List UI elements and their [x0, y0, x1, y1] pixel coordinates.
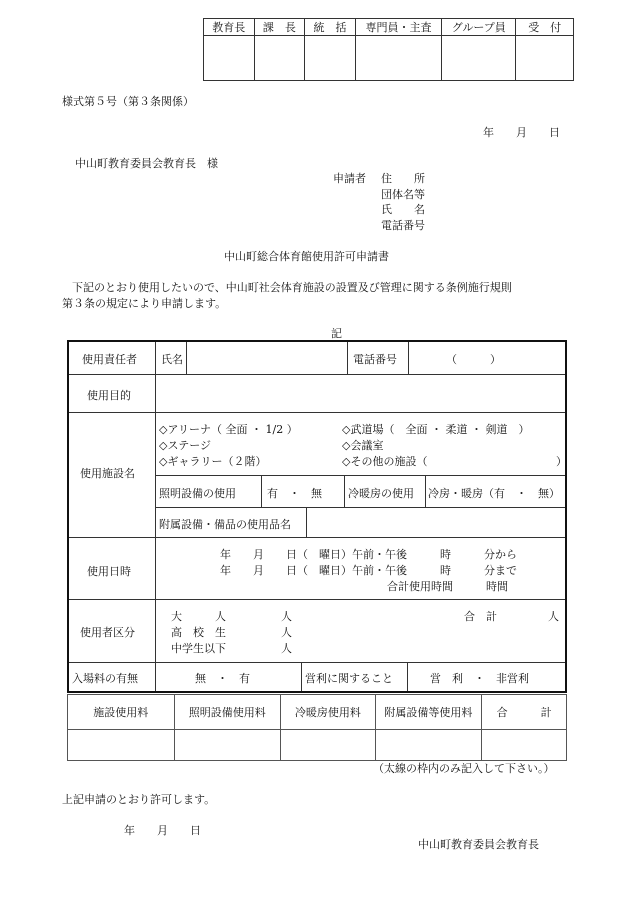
phone-field[interactable]: （ ）: [446, 353, 501, 366]
purpose-field[interactable]: [161, 380, 559, 406]
aircon-options[interactable]: 冷房・暖房（有 ・ 無）: [428, 487, 560, 500]
option-gallery[interactable]: ◇ギャラリー（２階）: [159, 455, 267, 468]
option-other-close: ）: [556, 455, 567, 468]
profit-label: 営利に関すること: [305, 672, 393, 685]
adult-label: 大 人: [171, 610, 226, 623]
stamp-header: 専門員・主査: [355, 19, 441, 36]
fee-cell[interactable]: [281, 730, 376, 761]
admission-options[interactable]: 無 ・ 有: [195, 672, 250, 685]
fill-note: （太線の枠内のみ記入して下さい。）: [373, 762, 555, 775]
fee-header: 合 計: [482, 695, 567, 730]
date-label: 使用日時: [87, 565, 131, 578]
phone-label: 電話番号: [353, 353, 397, 366]
applicant-address-label: 住 所: [381, 172, 425, 185]
option-budo[interactable]: ◇武道場（ 全面 ・ 柔道 ・ 剣道 ）: [342, 423, 530, 436]
applicant-label: 申請者: [333, 172, 366, 185]
stamp-box[interactable]: [355, 36, 441, 81]
stamp-box[interactable]: [254, 36, 305, 81]
stamp-box[interactable]: [442, 36, 516, 81]
highschool-count[interactable]: 人: [281, 626, 292, 639]
total-time[interactable]: 合計使用時間 時間: [387, 580, 508, 593]
stamp-box[interactable]: [305, 36, 356, 81]
date-to[interactable]: 年 月 日（ 曜日）午前・午後 時 分まで: [220, 564, 517, 577]
option-stage[interactable]: ◇ステージ: [159, 439, 212, 452]
name-field[interactable]: [191, 346, 341, 370]
approval-date: 年 月 日: [124, 824, 201, 837]
option-meeting-room[interactable]: ◇会議室: [342, 439, 384, 452]
name-label: 氏名: [161, 353, 183, 366]
junior-count[interactable]: 人: [281, 642, 292, 655]
total-count[interactable]: 人: [548, 610, 559, 623]
stamp-header: 教育長: [204, 19, 255, 36]
equipment-label: 附属設備・備品の使用品名: [159, 518, 291, 531]
option-arena[interactable]: ◇アリーナ（ 全面 ・ 1/2 ）: [159, 423, 298, 436]
user-class-label: 使用者区分: [80, 626, 135, 639]
addressee: 中山町教育委員会教育長 様: [75, 157, 218, 170]
stamp-header: 受 付: [516, 19, 574, 36]
facility-label: 使用施設名: [80, 467, 135, 480]
fee-cell[interactable]: [174, 730, 281, 761]
aircon-label: 冷暖房の使用: [348, 487, 414, 500]
lighting-label: 照明設備の使用: [159, 487, 236, 500]
admission-label: 入場料の有無: [72, 672, 138, 685]
intro-line-2: 第３条の規定により申請します。: [62, 297, 227, 310]
ki-heading: 記: [331, 327, 342, 340]
option-other[interactable]: ◇その他の施設（: [342, 455, 428, 468]
application-form: [67, 340, 567, 693]
highschool-label: 高 校 生: [171, 626, 226, 639]
stamp-header: グループ員: [442, 19, 516, 36]
approval-text: 上記申請のとおり許可します。: [62, 793, 216, 806]
form-number: 様式第５号（第３条関係）: [62, 95, 194, 108]
fee-cell[interactable]: [375, 730, 482, 761]
fee-header: 附属設備等使用料: [375, 695, 482, 730]
responsible-label: 使用責任者: [82, 353, 137, 366]
adult-count[interactable]: 人: [281, 610, 292, 623]
total-label: 合 計: [464, 610, 497, 623]
applicant-group-label: 団体名等: [381, 188, 425, 201]
purpose-label: 使用目的: [87, 389, 131, 402]
fee-cell[interactable]: [482, 730, 567, 761]
applicant-name-label: 氏 名: [381, 203, 425, 216]
fee-table: [67, 694, 567, 761]
lighting-options[interactable]: 有 ・ 無: [267, 487, 322, 500]
equipment-field[interactable]: [311, 512, 559, 534]
stamp-box[interactable]: [204, 36, 255, 81]
signatory: 中山町教育委員会教育長: [418, 838, 539, 851]
profit-options[interactable]: 営 利 ・ 非営利: [430, 672, 529, 685]
junior-label: 中学生以下: [171, 642, 226, 655]
intro-line-1: 下記のとおり使用したいので、中山町社会体育施設の設置及び管理に関する条例施行規則: [72, 281, 512, 294]
approval-stamp-table: [203, 18, 574, 81]
applicant-phone-label: 電話番号: [381, 219, 425, 232]
stamp-box[interactable]: [516, 36, 574, 81]
fee-header: 冷暖房使用料: [281, 695, 376, 730]
date-line: 年 月 日: [483, 126, 560, 139]
document-title: 中山町総合体育館使用許可申請書: [224, 250, 389, 263]
fee-header: 照明設備使用料: [174, 695, 281, 730]
date-from[interactable]: 年 月 日（ 曜日）午前・午後 時 分から: [220, 548, 517, 561]
fee-header: 施設使用料: [68, 695, 175, 730]
fee-cell[interactable]: [68, 730, 175, 761]
stamp-header: 課 長: [254, 19, 305, 36]
stamp-header: 統 括: [305, 19, 356, 36]
